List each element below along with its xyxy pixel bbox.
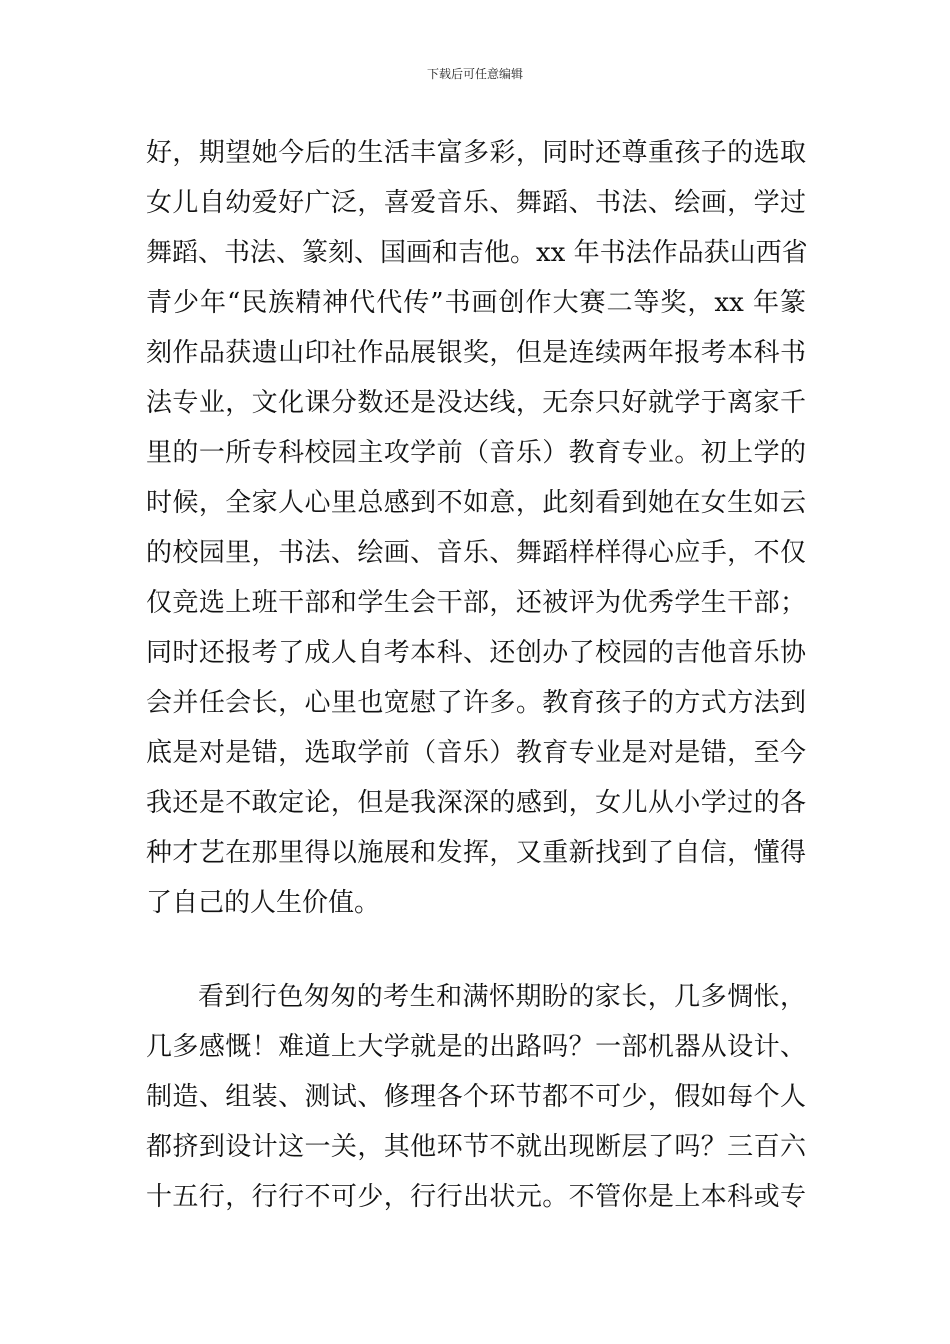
text-line: 都挤到设计这一关，其他环节不就出现断层了吗？三百六 xyxy=(146,1132,806,1162)
paragraph-1 xyxy=(146,128,806,928)
text-line: 的校园里，书法、绘画、音乐、舞蹈样样得心应手，不仅 xyxy=(146,538,806,568)
text-line: 几多感慨！难道上大学就是的出路吗？一部机器从设计、 xyxy=(146,1032,806,1062)
paragraph-2 xyxy=(146,972,806,1222)
text-line: 刻作品获遗山印社作品展银奖，但是连续两年报考本科书 xyxy=(146,338,806,368)
text-line: 时候，全家人心里总感到不如意，此刻看到她在女生如云 xyxy=(146,488,806,518)
text-line: 会并任会长，心里也宽慰了许多。教育孩子的方式方法到 xyxy=(146,688,806,718)
paragraph-spacer xyxy=(146,928,806,972)
text-line-indented: 看到行色匆匆的考生和满怀期盼的家长，几多惆怅， xyxy=(198,982,806,1012)
document-body xyxy=(146,128,806,1222)
text-line: 青少年“民族精神代代传”书画创作大赛二等奖，xx 年篆 xyxy=(146,288,806,318)
page-header: 下载后可任意编辑 xyxy=(426,67,523,81)
text-line: 我还是不敢定论，但是我深深的感到，女儿从小学过的各 xyxy=(146,788,806,818)
text-line: 底是对是错，选取学前（音乐）教育专业是对是错，至今 xyxy=(146,738,806,768)
text-line: 舞蹈、书法、篆刻、国画和吉他。xx 年书法作品获山西省 xyxy=(146,238,808,268)
text-line: 女儿自幼爱好广泛，喜爱音乐、舞蹈、书法、绘画，学过 xyxy=(146,188,806,218)
text-line: 同时还报考了成人自考本科、还创办了校园的吉他音乐协 xyxy=(146,638,806,668)
text-line: 好，期望她今后的生活丰富多彩，同时还尊重孩子的选取 xyxy=(146,138,806,168)
text-line: 法专业，文化课分数还是没达线，无奈只好就学于离家千 xyxy=(146,388,806,418)
text-line: 里的一所专科校园主攻学前（音乐）教育专业。初上学的 xyxy=(146,438,806,468)
text-line: 了自己的人生价值。 xyxy=(146,888,381,918)
text-line: 种才艺在那里得以施展和发挥，又重新找到了自信，懂得 xyxy=(146,838,806,868)
text-line: 仅竞选上班干部和学生会干部，还被评为优秀学生干部； xyxy=(146,588,806,618)
text-line: 制造、组装、测试、修理各个环节都不可少，假如每个人 xyxy=(146,1082,806,1112)
text-line: 十五行，行行不可少，行行出状元。不管你是上本科或专 xyxy=(146,1182,806,1212)
